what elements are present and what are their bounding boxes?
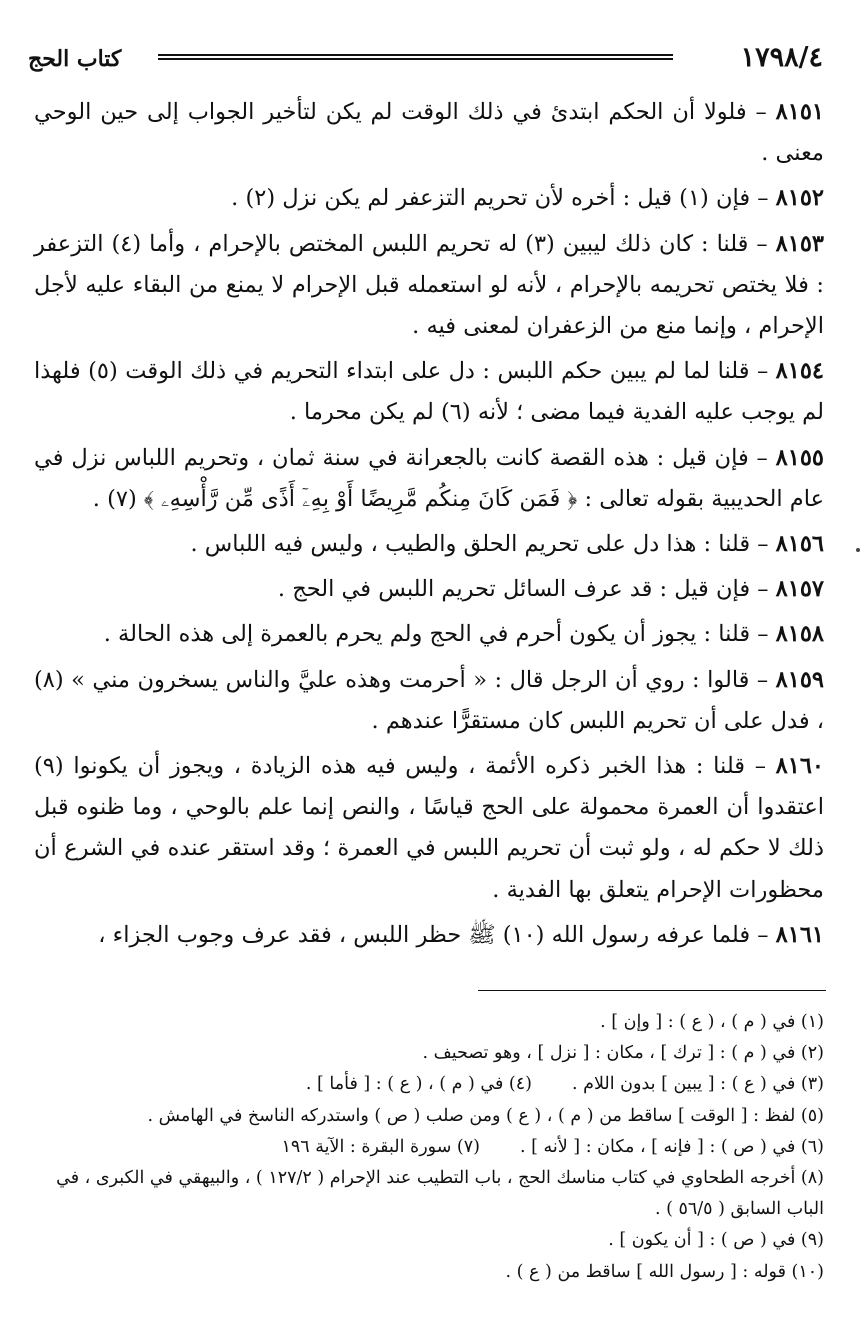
margin-mark (856, 548, 860, 552)
paragraph-text: – قلنا لما لم يبين حكم اللبس : دل على ابتداء التحريم في ذلك الوقت (٥) فلهذا لم يوجب عليه الفدية فيما مضى ؛ لأنه (٦) لم يكن محرما . (34, 358, 824, 426)
footnote-2: (٢) في ( م ) : [ ترك ] ، مكان : [ نزل ] ، وهو تصحيف . (422, 1043, 824, 1064)
paragraph-text: – فإن قيل : هذه القصة كانت بالجعرانة في سنة ثمان ، وتحريم اللباس نزل في عام الحديبية بقوله تعالى : ﴿ فَمَن كَانَ مِنكُم مَّرِيضًا أَوْ بِهِۦٓ أَذًى مِّن رَّأْسِهِۦ ﴾ (٧) . (34, 444, 824, 512)
footnote-9: (٩) في ( ص ) : [ أن يكون ] . (608, 1230, 824, 1251)
paragraph-number: ٨١٥١ (775, 99, 824, 125)
page-header (28, 20, 823, 80)
main-text (34, 92, 824, 960)
paragraph-number: ٨١٥٢ (775, 185, 824, 212)
footnote-10: (١٠) قوله : [ رسول الله ] ساقط من ( ع ) . (505, 1261, 824, 1282)
paragraph-number: ٨١٥٨ (775, 621, 824, 648)
page-number: ١٧٩٨/٤ (740, 42, 823, 73)
footnote-separator (478, 990, 826, 991)
footnote-3: (٣) في ( ع ) : [ يبين ] بدون اللام . (572, 1074, 824, 1095)
paragraph-number: ٨١٥٣ (775, 230, 824, 257)
paragraph-text: – قلنا : كان ذلك ليبين (٣) له تحريم اللبس المختص بالإحرام ، وأما (٤) التزعفر : فلا يختص تحريمه بالإحرام ، لأنه لو استعمله قبل الإحرام لا يمنع من البقاء عليه لأجل الإحرام ، وإنما منع من الزعفران لمعنى فيه . (34, 230, 824, 340)
paragraph (34, 915, 824, 956)
footnote-7: (٧) سورة البقرة : الآية ١٩٦ (281, 1136, 480, 1157)
paragraph-number: ٨١٥٩ (775, 666, 824, 693)
paragraph-text: – قالوا : روي أن الرجل قال : « أحرمت وهذه عليَّ والناس يسخرون مني » (٨) ، فدل على أن تحريم اللبس كان مستقرًّا عندهم . (34, 666, 824, 734)
paragraph (34, 224, 824, 348)
paragraph (34, 569, 824, 610)
paragraph-text: – فلما عرفه رسول الله (١٠) ﷺ حظر اللبس ، فقد عرف وجوب الجزاء ، (98, 921, 776, 948)
paragraph (34, 660, 824, 742)
paragraph (34, 524, 824, 565)
paragraph-number: ٨١٥٤ (775, 358, 824, 385)
paragraph-number: ٨١٦١ (775, 921, 824, 948)
footnote-8: (٨) أخرجه الطحاوي في كتاب مناسك الحج ، باب التطيب عند الإحرام ( ١٢٧/٢ ) ، والبيهقي في الكبرى ، في الباب السابق ( ٥٦/٥ ) . (56, 1168, 824, 1220)
paragraph (34, 746, 824, 911)
footnote-5: (٥) لفظ : [ الوقت ] ساقط من ( م ) ، ( ع ) ومن صلب ( ص ) واستدركه الناسخ في الهامش . (147, 1105, 824, 1126)
paragraph-number: ٨١٥٥ (775, 444, 824, 471)
paragraph-text: – فلولا أن الحكم ابتدئ في ذلك الوقت لم يكن لتأخير الجواب إلى حين الوحي معنى . (34, 99, 824, 167)
paragraph-number: ٨١٥٧ (775, 576, 824, 603)
paragraph-text: – قلنا : يجوز أن يكون أحرم في الحج ولم يحرم بالعمرة إلى هذه الحالة . (103, 621, 776, 648)
footnote-1: (١) في ( م ) ، ( ع ) : [ وإن ] . (600, 1012, 824, 1032)
footnote-row (40, 1132, 824, 1163)
paragraph (34, 351, 824, 433)
header-double-rule (158, 54, 673, 60)
footnote-row (40, 1069, 824, 1100)
paragraph (34, 178, 824, 219)
paragraph (34, 438, 824, 520)
paragraph-text: – فإن (١) قيل : أخره لأن تحريم التزعفر لم يكن نزل (٢) . (231, 185, 776, 212)
paragraph-number: ٨١٥٦ (775, 531, 824, 558)
paragraph-text: – فإن قيل : قد عرف السائل تحريم اللبس في الحج . (277, 576, 776, 603)
paragraph (34, 92, 824, 174)
paragraph-text: – قلنا : هذا دل على تحريم الحلق والطيب ، وليس فيه اللباس . (190, 531, 776, 558)
paragraph (34, 614, 824, 655)
book-title: كتاب الحج (28, 46, 122, 72)
footnote-4: (٤) في ( م ) ، ( ع ) : [ فأما ] . (305, 1074, 532, 1095)
paragraph-text: – قلنا : هذا الخبر ذكره الأئمة ، وليس فيه هذه الزيادة ، ويجوز أن يكونوا (٩) اعتقدوا أن العمرة محمولة على الحج قياسًا ، والنص إنما علم بالوحي ، وما ظنوه قبل ذلك لا حكم له ، ولو ثبت أن تحريم اللبس في العمرة ؛ وقد استقر عنده في الشرع أن محظورات الإحرام يتعلق بها الفدية . (34, 753, 824, 903)
footnotes (40, 1007, 824, 1288)
paragraph-number: ٨١٦٠ (775, 753, 824, 780)
footnote-6: (٦) في ( ص ) : [ فإنه ] ، مكان : [ لأنه ] . (520, 1136, 824, 1157)
